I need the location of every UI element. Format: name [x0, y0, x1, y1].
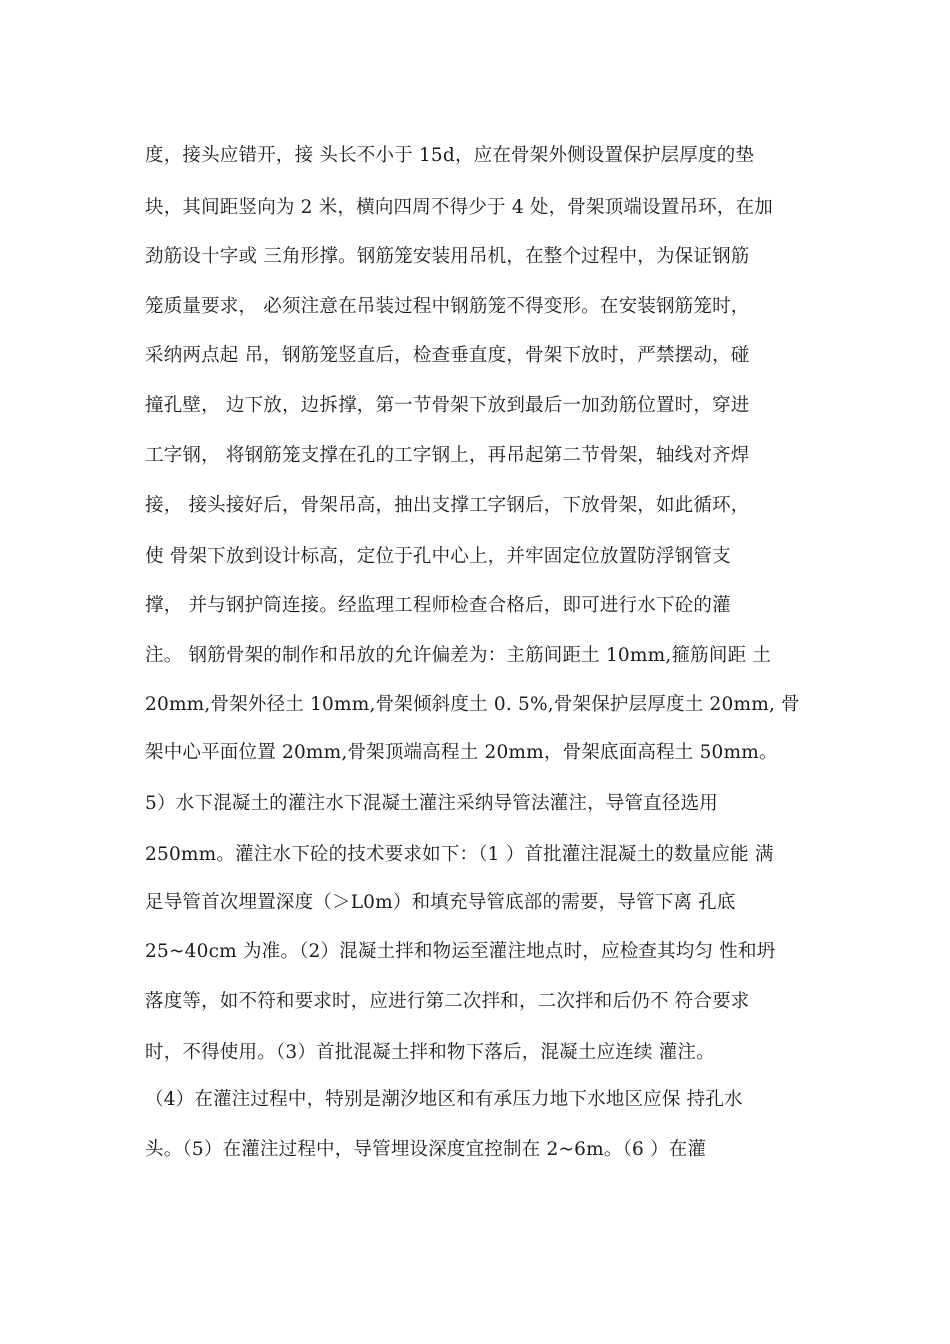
text-line: 劲筋设十字或 三角形撑。钢筋笼安装用吊机，在整个过程中，为保证钢筋 — [145, 246, 750, 267]
text-line: 250mm。灌注水下砼的技术要求如下：（1 ）首批灌注混凝土的数量应能 满 — [145, 844, 774, 865]
text-line: 20mm,骨架外径土 10mm,骨架倾斜度土 0. 5%,骨架保护层厚度土 20mm, 骨 — [145, 694, 800, 715]
text-line: 足导管首次埋置深度（＞L0m）和填充导管底部的需要，导管下离 孔底 — [145, 892, 736, 913]
text-line: 25~40cm 为准。（2）混凝土拌和物运至灌注地点时，应检查其均匀 性和坍 — [145, 941, 776, 962]
text-line: 采纳两点起 吊，钢筋笼竖直后，检查垂直度，骨架下放时，严禁摆动，碰 — [145, 345, 750, 366]
text-line: 撞孔壁， 边下放，边拆撑，第一节骨架下放到最后一加劲筋位置时，穿进 — [145, 395, 750, 416]
text-line: 头。（5）在灌注过程中，导管埋设深度宜控制在 2~6m。（6 ）在灌 — [145, 1139, 707, 1160]
text-line: （4）在灌注过程中，特别是潮汐地区和有承压力地下水地区应保 持孔水 — [145, 1089, 743, 1110]
text-line: 度，接头应错开，接 头长不小于 15d，应在骨架外侧设置保护层厚度的垫 — [145, 145, 755, 166]
text-line: 落度等，如不符和要求时，应进行第二次拌和，二次拌和后仍不 符合要求 — [145, 991, 750, 1012]
text-line: 5）水下混凝土的灌注水下混凝土灌注采纳导管法灌注，导管直径选用 — [145, 793, 718, 814]
text-line: 架中心平面位置 20mm,骨架顶端高程土 20mm，骨架底面高程土 50mm。 — [145, 742, 778, 763]
text-line: 时，不得使用。（3）首批混凝土拌和物下落后，混凝土应连续 灌注。 — [145, 1042, 715, 1063]
text-line: 工字钢， 将钢筋笼支撑在孔的工字钢上，再吊起第二节骨架，轴线对齐焊 — [145, 445, 750, 466]
text-line: 块，其间距竖向为 2 米，横向四周不得少于 4 处，骨架顶端设置吊环，在加 — [145, 197, 773, 218]
text-line: 接， 接头接好后，骨架吊高，抽出支撑工字钢后，下放骨架，如此循环， — [145, 495, 750, 516]
text-line: 使 骨架下放到设计标高，定位于孔中心上，并牢固定位放置防浮钢管支 — [145, 546, 731, 567]
text-line: 笼质量要求， 必须注意在吊装过程中钢筋笼不得变形。在安装钢筋笼时， — [145, 296, 750, 317]
text-line: 注。 钢筋骨架的制作和吊放的允许偏差为：主筋间距土 10mm,箍筋间距 土 — [145, 645, 772, 666]
text-line: 撑， 并与钢护筒连接。经监理工程师检查合格后，即可进行水下砼的灌 — [145, 595, 731, 616]
